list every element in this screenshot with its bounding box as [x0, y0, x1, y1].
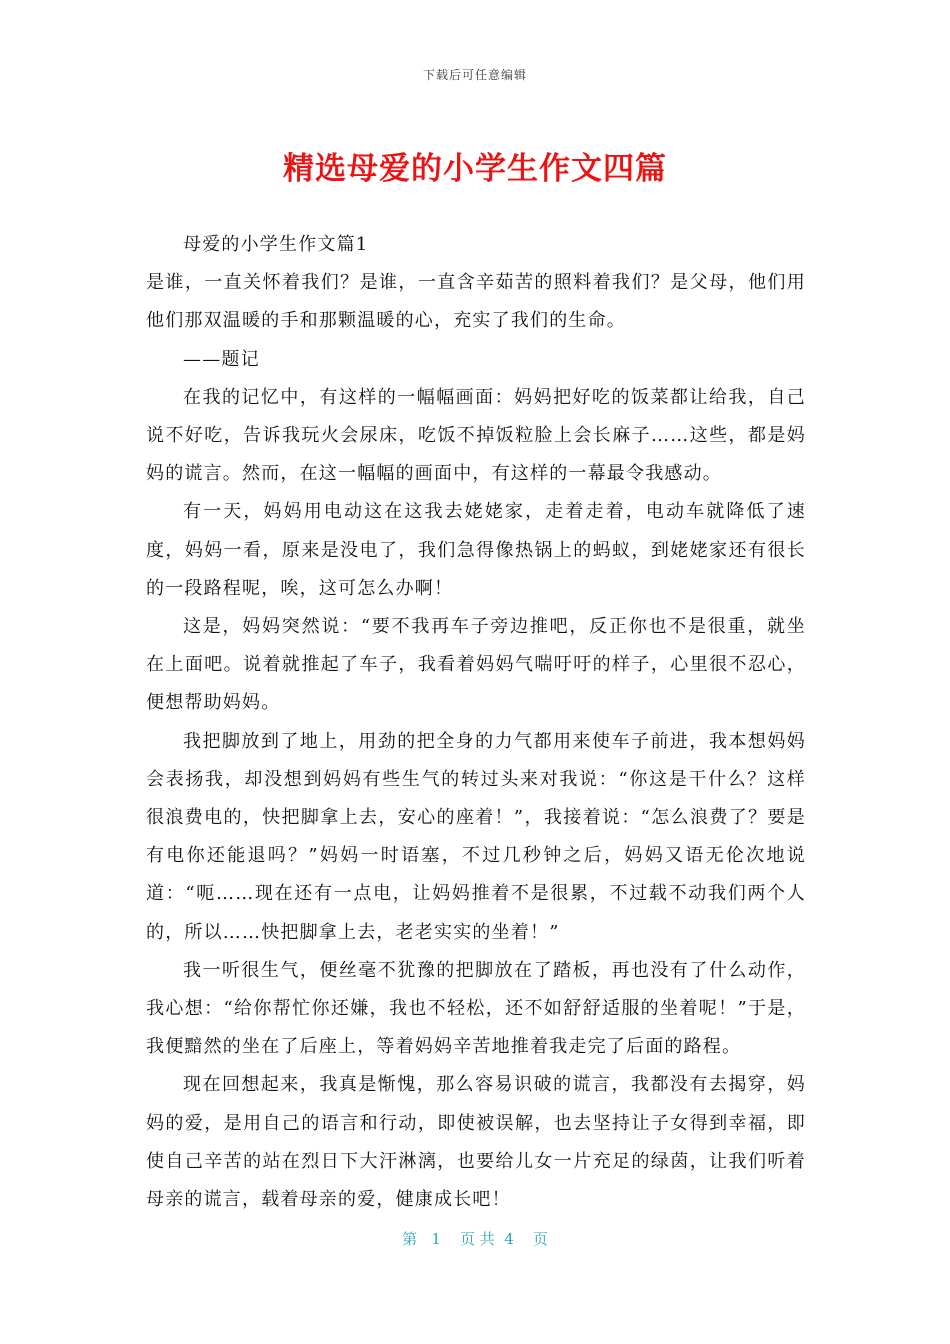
header-note: 下载后可任意编辑 — [422, 68, 527, 82]
body-paragraph: 我一听很生气，便丝毫不犹豫的把脚放在了踏板，再也没有了什么动作，我心想：“给你帮忙你还嫌，我也不轻松，还不如舒舒适服的坐着呢！”于是，我便黯然的坐在了后座上，等着妈妈辛苦地推着我走完了后面的路程。 — [146, 959, 806, 1058]
article-heading: 母爱的小学生作文篇1 — [183, 234, 369, 255]
page-footer: 第 1 页 共 4 页 — [402, 1230, 548, 1248]
epigraph-paragraph: 是谁，一直关怀着我们？是谁，一直含辛茹苦的照料着我们？是父母，他们用他们那双温暖的手和那颗温暖的心，充实了我们的生命。 — [146, 272, 806, 332]
body-paragraph: 现在回想起来，我真是惭愧，那么容易识破的谎言，我都没有去揭穿，妈妈的爱，是用自己的语言和行动，即使被误解，也去坚持让子女得到幸福，即使自己辛苦的站在烈日下大汗淋漓，也要给儿女一片充足的绿茵，让我们听着母亲的谎言，载着母亲的爱，健康成长吧！ — [146, 1074, 806, 1211]
document-title: 精选母爱的小学生作文四篇 — [283, 151, 667, 187]
epigraph-attribution: ——题记 — [183, 348, 260, 370]
body-paragraph: 我把脚放到了地上，用劲的把全身的力气都用来使车子前进，我本想妈妈会表扬我，却没想到妈妈有些生气的转过头来对我说：“你这是干什么？这样很浪费电的，快把脚拿上去，安心的座着！”，我接着说：“怎么浪费了？要是有电你还能退吗？”妈妈一时语塞，不过几秒钟之后，妈妈又语无伦次地说道：“呃……现在还有一点电，让妈妈推着不是很累，不过载不动我们两个人的，所以……快把脚拿上去，老老实实的坐着！” — [146, 730, 806, 943]
body-paragraph: 这是，妈妈突然说：“要不我再车子旁边推吧，反正你也不是很重，就坐在上面吧。说着就推起了车子，我看着妈妈气喘吁吁的样子，心里很不忍心，便想帮助妈妈。 — [146, 616, 806, 714]
body-paragraph: 在我的记忆中，有这样的一幅幅画面：妈妈把好吃的饭菜都让给我，自己说不好吃，告诉我玩火会尿床，吃饭不掉饭粒脸上会长麻子……这些，都是妈妈的谎言。然而，在这一幅幅的画面中，有这样的一幕最令我感动。 — [146, 386, 806, 485]
document-body — [146, 226, 806, 1219]
body-paragraph: 有一天，妈妈用电动这在这我去姥姥家，走着走着，电动车就降低了速度，妈妈一看，原来是没电了，我们急得像热锅上的蚂蚁，到姥姥家还有很长的一段路程呢，唉，这可怎么办啊！ — [146, 501, 806, 599]
